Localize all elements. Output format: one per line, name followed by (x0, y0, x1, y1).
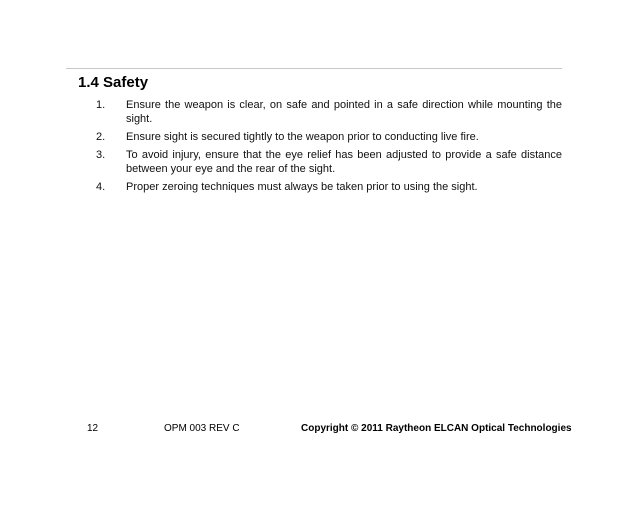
safety-list (96, 98, 562, 198)
list-item-text: Proper zeroing techniques must always be taken prior to using the sight. (126, 181, 478, 193)
list-item-number: 1. (96, 99, 106, 111)
list-item-number: 2. (96, 131, 106, 143)
list-item-number: 3. (96, 149, 106, 161)
section-heading: 1.4 Safety (78, 74, 149, 91)
list-item-text: To avoid injury, ensure that the eye relief has been adjusted to provide a safe distance between your eye and the rear of the sight. (126, 149, 562, 175)
copyright-notice: Copyright © 2011 Raytheon ELCAN Optical Technologies (301, 423, 572, 434)
header-divider (66, 68, 562, 69)
list-item (96, 148, 562, 176)
list-item-text: Ensure the weapon is clear, on safe and pointed in a safe direction while mounting the sight. (126, 99, 562, 125)
document-id: OPM 003 REV C (164, 423, 240, 434)
list-item (96, 98, 562, 126)
page-number: 12 (87, 423, 99, 434)
list-item-text: Ensure sight is secured tightly to the weapon prior to conducting live fire. (126, 131, 479, 143)
list-item-number: 4. (96, 181, 106, 193)
list-item (96, 130, 562, 144)
list-item (96, 180, 562, 194)
